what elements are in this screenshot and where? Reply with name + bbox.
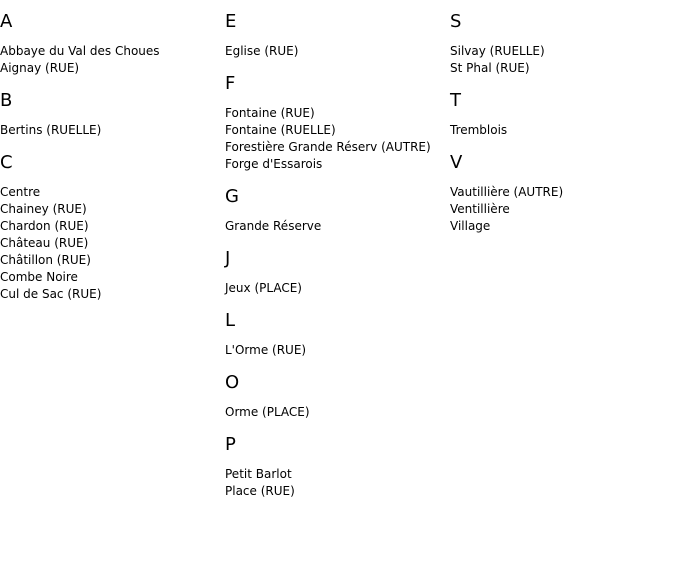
street-link[interactable]: Grande Réserve	[225, 219, 322, 233]
index-column	[450, 10, 675, 247]
letter-group	[450, 89, 675, 139]
street-list	[225, 43, 450, 60]
street-link[interactable]: L'Orme (RUE)	[225, 343, 307, 357]
street-link[interactable]: Orme (PLACE)	[225, 405, 310, 419]
street-link[interactable]: Château (RUE)	[0, 236, 89, 250]
street-list	[225, 342, 450, 359]
street-link[interactable]: Chainey (RUE)	[0, 202, 87, 216]
street-link[interactable]: Ventillière	[450, 202, 510, 216]
letter-group	[0, 89, 225, 139]
letter-group	[225, 309, 450, 359]
letter-heading: T	[450, 90, 461, 111]
street-link[interactable]: St Phal (RUE)	[450, 61, 530, 75]
street-link[interactable]: Fontaine (RUE)	[225, 106, 315, 120]
street-list	[0, 43, 225, 77]
letter-heading: V	[450, 152, 463, 173]
letter-heading: S	[450, 11, 462, 32]
letter-heading: P	[225, 434, 236, 455]
letter-group	[225, 185, 450, 235]
letter-heading: J	[225, 248, 231, 269]
street-link[interactable]: Tremblois	[450, 123, 508, 137]
street-list	[0, 184, 225, 303]
street-link[interactable]: Eglise (RUE)	[225, 44, 299, 58]
letter-group	[225, 371, 450, 421]
street-link[interactable]: Combe Noire	[0, 270, 78, 284]
street-link[interactable]: Châtillon (RUE)	[0, 253, 91, 267]
street-list	[0, 122, 225, 139]
letter-group	[225, 72, 450, 173]
street-list	[450, 43, 675, 77]
street-link[interactable]: Vautillière (AUTRE)	[450, 185, 564, 199]
street-list	[450, 122, 675, 139]
street-list	[450, 184, 675, 235]
letter-group	[0, 151, 225, 303]
letter-heading: E	[225, 11, 237, 32]
street-link[interactable]: Fontaine (RUELLE)	[225, 123, 336, 137]
letter-heading: F	[225, 73, 236, 94]
street-list	[225, 105, 450, 173]
index-column	[0, 10, 225, 315]
street-link[interactable]: Jeux (PLACE)	[225, 281, 302, 295]
letter-heading: C	[0, 152, 13, 173]
street-list	[225, 280, 450, 297]
letter-group	[450, 10, 675, 77]
letter-group	[225, 247, 450, 297]
letter-heading: L	[225, 310, 236, 331]
street-link[interactable]: Petit Barlot	[225, 467, 292, 481]
letter-group	[225, 10, 450, 60]
street-list	[225, 466, 450, 500]
letter-heading: O	[225, 372, 240, 393]
letter-group	[225, 433, 450, 500]
street-link[interactable]: Abbaye du Val des Choues	[0, 44, 160, 58]
street-link[interactable]: Forestière Grande Réserv (AUTRE)	[225, 140, 431, 154]
letter-group	[0, 10, 225, 77]
letter-heading: B	[0, 90, 13, 111]
street-list	[225, 404, 450, 421]
street-link[interactable]: Aignay (RUE)	[0, 61, 80, 75]
street-link[interactable]: Bertins (RUELLE)	[0, 123, 102, 137]
street-link[interactable]: Village	[450, 219, 491, 233]
street-link[interactable]: Place (RUE)	[225, 484, 295, 498]
street-link[interactable]: Cul de Sac (RUE)	[0, 287, 102, 301]
street-link[interactable]: Chardon (RUE)	[0, 219, 89, 233]
street-link[interactable]: Forge d'Essarois	[225, 157, 323, 171]
street-link[interactable]: Centre	[0, 185, 41, 199]
street-list	[225, 218, 450, 235]
letter-group	[450, 151, 675, 235]
index-column	[225, 10, 450, 512]
street-link[interactable]: Silvay (RUELLE)	[450, 44, 545, 58]
letter-heading: A	[0, 11, 13, 32]
letter-heading: G	[225, 186, 239, 207]
